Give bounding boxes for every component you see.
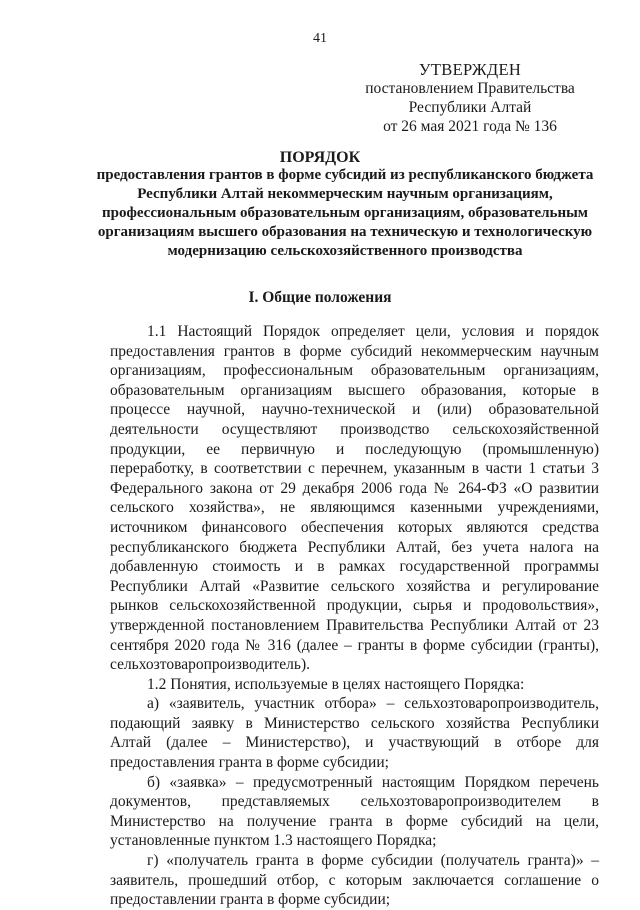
paragraph-item-b: б) «заявка» – предусмотренный настоящим Порядком перечень документов, представляемых сельхозтоваропроизводителем в Министерство на получение гранта в форме субсидий на цели, установленные пунктом 1.3 настоящего Порядка; — [110, 773, 599, 850]
paragraph-item-g: г) «получатель гранта в форме субсидии (получатель гранта)» – заявитель, прошедший отбор, с которым заключается соглашение о предоставлении гранта в форме субсидии; — [110, 852, 599, 909]
approval-line-3: от 26 мая 2021 года № 136 — [383, 118, 557, 135]
section-heading: I. Общие положения — [248, 289, 392, 306]
approval-heading: УТВЕРЖДЕН — [418, 60, 522, 79]
approval-stamp-block — [350, 60, 590, 136]
paragraph-1-2: 1.2 Понятия, используемые в целях настоящего Порядка: — [147, 675, 525, 693]
body-text — [110, 322, 599, 910]
paragraph-item-a: а) «заявитель, участник отбора» – сельхозтоваропроизводитель, подающий заявку в Министерство сельского хозяйства Республики Алтай (далее – Министерство), и участвующий в отборе для предоставления гранта в форме субсидии; — [110, 695, 599, 772]
page-number: 41 — [313, 31, 327, 46]
document-subtitle: предоставления грантов в форме субсидий из республиканского бюджета Республики Алтай некоммерческим научным организациям, профессиональным образовательным организациям, образовательным организациям высшего образования на техническую и технологическую модернизацию сельскохозяйственного производства — [96, 167, 594, 259]
approval-line-1: постановлением Правительства — [365, 80, 575, 97]
paragraph-1-1: 1.1 Настоящий Порядок определяет цели, условия и порядок предоставления грантов в форме субсидий некоммерческим научным организациям, профессиональным образовательным организациям, образовательным организациям высшего образования, которые в процессе научной, научно-технической и (или) образовательной деятельности осуществляют производство сельскохозяйственной продукции, ее первичную и последующую (промышленную) переработку, в соответствии с перечнем, указанным в части 1 статьи 3 Федерального закона от 29 декабря 2006 года № 264-ФЗ «О развитии сельского хозяйства», не являющимся казенными учреждениями, источником финансового обеспечения которых являются средства республиканского бюджета Республики Алтай, без учета налога на добавленную стоимость и в рамках государственной программы Республики Алтай «Развитие сельского хозяйства и регулирование рынков сельскохозяйственной продукции, сырья и продовольствия», утвержденной постановлением Правительства Республики Алтай от 23 сентября 2020 года № 316 (далее – гранты в форме субсидии (гранты), сельхозтоваропроизводитель). — [110, 323, 599, 674]
document-title: ПОРЯДОК — [279, 149, 361, 166]
approval-line-2: Республики Алтай — [408, 99, 532, 116]
